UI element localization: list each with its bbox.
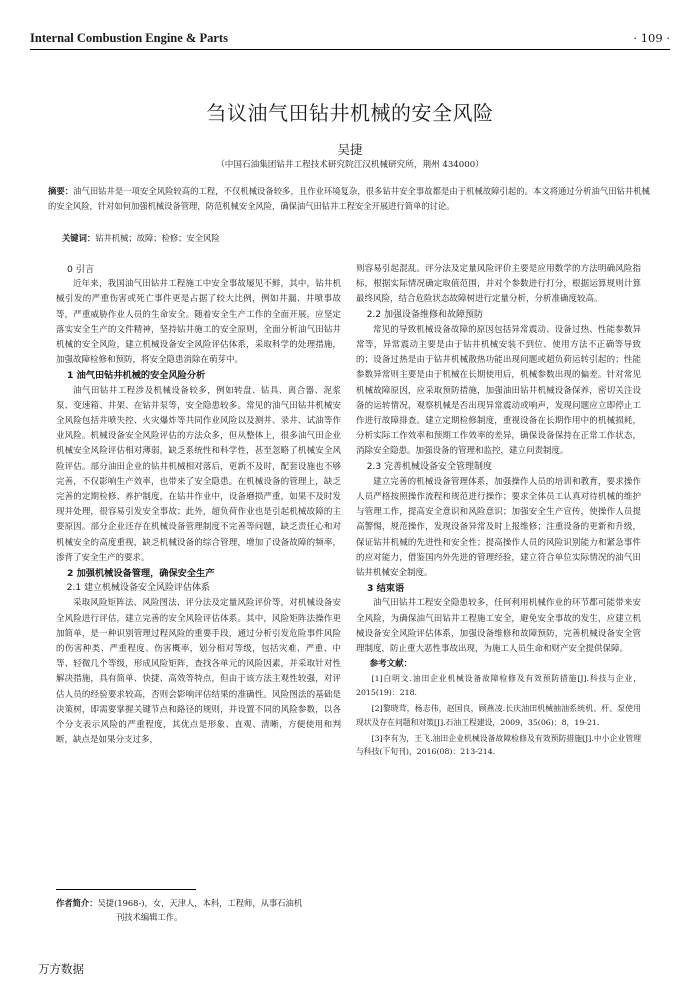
paragraph: 油气田钻井工程安全隐患较多，任何利用机械作业的环节都可能带来安全风险，为确保油气田钻井工程施工安全，避免安全事故的发生，应建立机械设备安全风险评估体系，加强设备维修和故障预防，完善机械设备安全管理制度，防止重大恶性事故出现，为施工人员生命和财产安全提供保障。 (356, 598, 641, 655)
abstract (48, 184, 650, 213)
paragraph: 近年来，我国油气田钻井工程施工中安全事故屡见不鲜，其中，钻井机械引发的严重伤害或死亡事件更是占据了较大比例，例如井漏、井喷事故等，严重威胁作业人员的生命安全。随着安全生产工作的全面开展，应坚定落实安全生产的文件精神，坚持钻井施工的安全原则，全面分析油气田钻井机械的安全风险，建立机械设备安全风险评估体系，采取科学的处理措施，加强故障检修和预防，将安全隐患消除在萌芽中。 (56, 279, 341, 366)
author-affiliation: （中国石油集团钻井工程技术研究院江汉机械研究所，荆州 434000） (216, 160, 484, 170)
author-footnote (56, 896, 341, 924)
paragraph: 建立完善的机械设备管理体系，加强操作人员的培训和教育，要求操作人员严格按照操作流程和规范进行操作；要求全体员工认真对待机械的维护与管理工作，提高安全意识和风险意识；加强安全生产宣传，使操作人员提高警惕，规范操作，发现设备异常及时上报维修；注重设备的更新和升级，保证钻井机械的先进性和安全性；提高操作人员的风险识别能力和紧急事件的应对能力，借鉴国内外先进的管理经验，建立符合单位实际情况的油气田钻井机械安全制度。 (356, 476, 641, 579)
right-column (356, 262, 641, 761)
footnote-line-2: 刊技术编辑工作。 (116, 912, 183, 922)
section-heading-2: 2 加强机械设备管理，确保安全生产 (67, 568, 215, 580)
page-number: · 109 · (633, 31, 670, 45)
paragraph-continued: 则容易引起混乱。评分法及定量风险评价主要是应用数学的方法明确风险指标，根据实际情况确定取值范围，并对个参数进行打分，根据运算规则计算最终风险，结合危险状态故障树进行定量分析，分析准确度较高。 (356, 264, 641, 305)
subsection-heading-2-3: 2.3 完善机械设备安全管理制度 (366, 461, 492, 472)
paragraph: 采取风险矩阵法、风险图法、评分法及定量风险评价等，对机械设备安全风险进行评估，建立完善的安全风险评估体系。其中，风险矩阵法操作更加简单，是一种识别管理过程风险的重要手段，通过分析引发危险事件风险的伤害种类、严重程度、伤害概率，划分相对等级，包括灾难、严重、中等、轻微几个等级，形成风险矩阵，查找各单元的风险因素，并采取针对性解决措施，具有简单、快捷、高效等特点，但由于该方法主观性较强，对评估人员的经验要求较高，否则会影响评估结果的准确性。风险图法的基础是决策树，即需要掌握关键节点和路径的规则，并设置不同的风险参数，以各个分支表示风险的严重程度，其优点是形象、直观、清晰，方便使用和判断，缺点是如果分支过多， (56, 598, 341, 746)
header-rule (30, 49, 670, 50)
section-heading-introduction: 0 引言 (67, 264, 95, 275)
reference-item: [1]白明文.油田企业机械设备故障检修及有效预防措施[J].科技与企业，2015(19)：218. (356, 674, 641, 698)
article-author: 吴捷 (337, 142, 363, 157)
footnote-line-1: 吴捷(1968-)，女，天津人，本科，工程师，从事石油机 (97, 898, 303, 908)
keywords-text: 钻井机械；故障；检修；安全风险 (95, 233, 220, 243)
paragraph: 油气田钻井工程涉及机械设备较多，例如转盘、钻具、离合器、泥浆泵、变速箱、井架、在钻井泵等，安全隐患较多。常见的油气田钻井机械安全风险包括井喷失控、火灾爆炸等共同作业风险以及测井、录井、试油等作业风险。机械设备安全风险评估的方法众多，但从整体上，很多油气田企业机械安全风险评估相对薄弱，缺乏系统性和科学性，甚至忽略了机械安全风险评估。部分油田企业的钻井机械相对落后，更新不及时，配套设施也不够完善，不仅影响生产效率，也带来了安全隐患。在机械设备的管理上，缺乏完善的定期检修、养护制度，在钻井作业中，设备磨损严重，如果不及时发现并处理，很容易引发安全事故；此外，超负荷作业也是引起机械故障的主要原因。部分企业还存在机械设备管理制度不完善等问题，缺乏责任心和对机械安全的高度重视，缺乏机械设备的综合管理，增加了设备故障的频率，渗背了安全生产的要求。 (56, 385, 341, 563)
page-header (30, 30, 670, 50)
keywords (62, 232, 650, 244)
reference-item: [2]黎晓茸，杨志伟，赵国良，顾燕凌.长庆油田机械抽油系统机、杆、泵使用现状及存在问题和对策[J].石油工程建设，2009，35(06)：8，19-21. (356, 704, 641, 727)
journal-name: Internal Combustion Engine & Parts (30, 31, 228, 45)
paragraph: 常见的导致机械设备故障的原因包括异常震动、设备过热、性能参数异常等，异常震动主要是由于钻井机械安装不到位、使用方法不正确等导致的；设备过热是由于钻井机械散热功能出现问题或超负荷运转引起的；性能参数异常则主要是由于机械在长期使用后，机械参数出现的偏差。针对常见机械故障原因，应采取预防措施，加强油田钻井机械设备保养，密切关注设备的运转情况，观察机械是否出现异常震动或响声，发现问题应立即停止工作进行故障排查。建立定期检修制度，重视设备在长期作用中的机械损耗，分析实际工作效率和预期工作效率的差异，确保设备保持在正常工作状态，消除安全隐患。加强设备的管理和监控，建立问责制度。 (356, 324, 641, 457)
keywords-label: 关键词： (62, 233, 96, 243)
article-title: 刍议油气田钻井机械的安全风险 (206, 101, 494, 125)
abstract-text: 油气田钻井是一项安全风险较高的工程，不仅机械设备较多，且作业环境复杂，很多钻井安全事故都是由于机械故障引起的。本文将通过分析油气田钻井机械的安全风险，针对如何加强机械设备管理，防范机械安全风险，确保油气田钻井工程安全开展进行简单的讨论。 (48, 186, 650, 211)
reference-item: [3]李有为，王飞.油田企业机械设备故障检修及有效预防措施[J].中小企业管理与科技(下旬刊)，2016(08)：213-214. (356, 733, 641, 757)
footnote-rule (56, 889, 196, 890)
subsection-heading-2-2: 2.2 加强设备维修和故障预防 (366, 309, 483, 320)
section-heading-3: 3 结束语 (367, 583, 405, 595)
footer-watermark: 万方数据 (38, 962, 84, 976)
abstract-label: 摘要： (48, 186, 74, 196)
references-heading: 参考文献： (369, 659, 413, 670)
subsection-heading-2-1: 2.1 建立机械设备安全风险评估体系 (66, 583, 210, 594)
left-column (56, 262, 341, 749)
footnote-label: 作者简介： (56, 898, 98, 908)
section-heading-1: 1 油气田钻井机械的安全风险分析 (67, 370, 206, 382)
